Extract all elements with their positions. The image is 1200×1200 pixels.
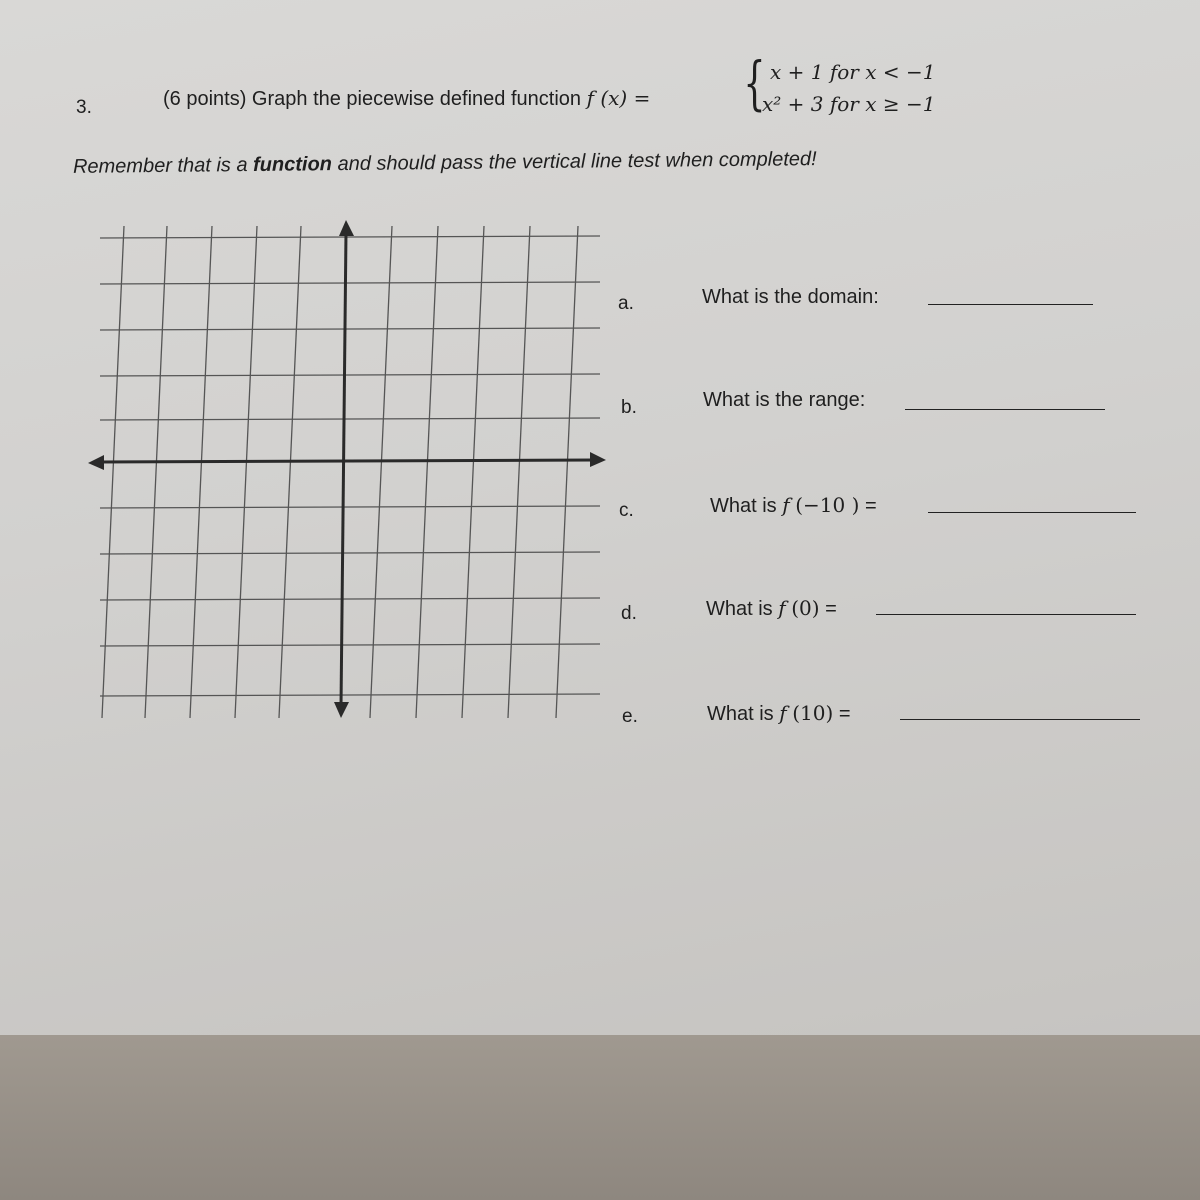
question-number: 3. [76,97,92,118]
part-e-answer-blank[interactable] [900,719,1140,720]
part-e-eq: = [833,703,851,725]
part-c-func: f [782,493,790,517]
case-2-cond: for x ≥ −1 [829,92,936,116]
reminder-pre: Remember that is a [72,154,254,178]
y-axis [341,232,346,706]
grid-horizontal-line [100,644,600,646]
part-e-func: f [779,701,787,725]
x-axis-right-arrow [590,452,606,467]
part-c-eq: = [859,495,877,517]
part-c-label [710,493,877,518]
grid-horizontal-line [100,418,600,420]
part-d-arg: (0) [791,596,820,620]
y-axis-bottom-arrow [334,702,349,718]
part-d-prefix: What is [706,598,779,620]
part-c-prefix: What is [710,495,783,517]
part-b-answer-blank[interactable] [905,409,1105,410]
x-axis-left-arrow [88,455,104,470]
question-points: (6 points) Graph the piecewise defined function [163,88,582,110]
part-e-arg: (10) [792,701,834,725]
part-d-letter: d. [621,603,637,624]
grid-horizontal-line [100,694,600,696]
part-c-arg: (−10 ) [795,493,860,517]
grid-horizontal-line [100,552,600,554]
part-d-func: f [778,596,786,620]
grid-vertical-line [235,226,257,718]
grid-vertical-line [279,226,301,718]
reminder-post: and should pass the vertical line test when completed! [331,148,817,176]
part-b-label: What is the range: [703,389,866,411]
grid-horizontal-line [100,236,600,238]
part-a-answer-blank[interactable] [928,304,1093,305]
part-d-answer-blank[interactable] [876,614,1136,615]
part-a-letter: a. [618,293,634,314]
part-a-label: What is the domain: [702,286,879,308]
grid-vertical-line [102,226,124,718]
part-c-letter: c. [619,500,634,521]
grid-vertical-line [145,226,167,718]
grid-horizontal-line [100,506,600,508]
case-2-expr: x² + 3 [762,92,824,116]
part-b-letter: b. [621,397,637,418]
grid-horizontal-line [100,282,600,284]
case-1-expr: x + 1 [770,60,824,84]
part-d-eq: = [819,598,837,620]
grid-lines [100,226,600,718]
grid-vertical-line [190,226,212,718]
part-c-answer-blank[interactable] [928,512,1136,513]
x-axis [100,460,594,462]
part-e-label [707,701,851,726]
part-e-letter: e. [622,706,638,727]
piecewise-brace: { [743,49,766,117]
reminder-bold: function [252,153,333,177]
part-e-prefix: What is [707,703,780,725]
grid-horizontal-line [100,598,600,600]
y-axis-top-arrow [339,220,354,236]
grid-horizontal-line [100,374,600,376]
part-d-label [706,596,837,621]
case-1-cond: for x < −1 [829,60,936,84]
function-name: f (x) = [586,86,651,110]
